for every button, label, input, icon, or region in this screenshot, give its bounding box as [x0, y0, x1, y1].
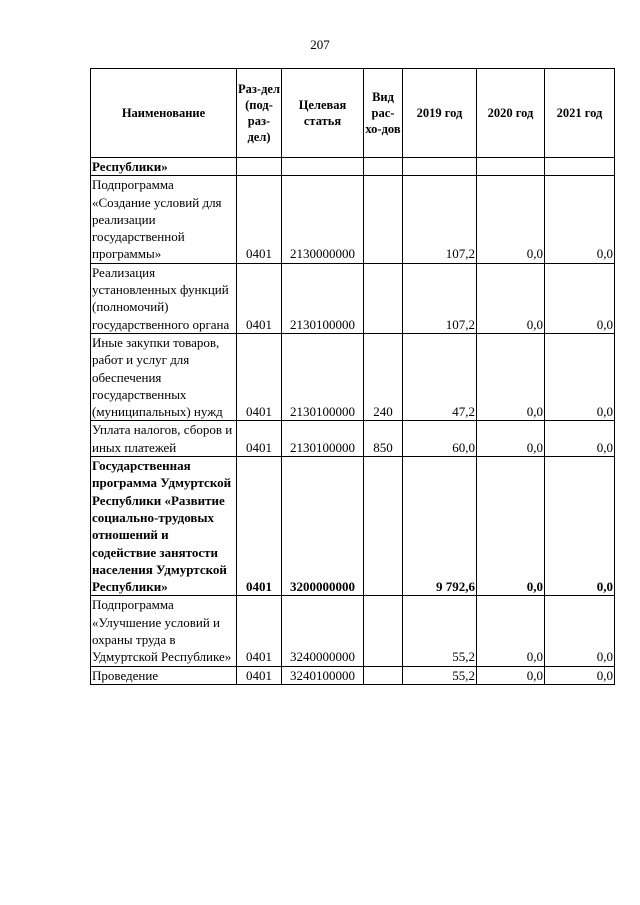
cell-y2020: 0,0 [477, 176, 545, 263]
cell-y2021: 0,0 [545, 176, 615, 263]
cell-razdel: 0401 [237, 176, 282, 263]
cell-name: Уплата налогов, сборов и иных платежей [91, 421, 237, 457]
cell-y2021: 0,0 [545, 263, 615, 333]
table-row [91, 176, 615, 263]
cell-y2021 [545, 158, 615, 176]
cell-razdel: 0401 [237, 263, 282, 333]
cell-name: Республики» [91, 158, 237, 176]
cell-name: Реализация установленных функций (полномочий) государственного органа [91, 263, 237, 333]
cell-y2019: 47,2 [403, 333, 477, 420]
cell-y2019 [403, 158, 477, 176]
header-2021: 2021 год [545, 69, 615, 158]
cell-y2020 [477, 158, 545, 176]
table-header-row [91, 69, 615, 158]
cell-y2019: 9 792,6 [403, 457, 477, 596]
header-2020: 2020 год [477, 69, 545, 158]
table-row [91, 263, 615, 333]
header-target: Целевая статья [282, 69, 364, 158]
cell-y2021: 0,0 [545, 333, 615, 420]
table-row [91, 596, 615, 666]
header-2019: 2019 год [403, 69, 477, 158]
cell-razdel [237, 158, 282, 176]
cell-vid [364, 666, 403, 684]
cell-name: Подпрограмма «Улучшение условий и охраны труда в Удмуртской Республике» [91, 596, 237, 666]
cell-vid [364, 596, 403, 666]
cell-y2021: 0,0 [545, 666, 615, 684]
cell-target [282, 158, 364, 176]
cell-razdel: 0401 [237, 596, 282, 666]
cell-y2021: 0,0 [545, 457, 615, 596]
cell-target: 3240100000 [282, 666, 364, 684]
cell-vid [364, 263, 403, 333]
cell-vid: 240 [364, 333, 403, 420]
cell-target: 2130100000 [282, 333, 364, 420]
cell-name: Государственная программа Удмуртской Республики «Развитие социально-трудовых отношений и содействие занятости населения Удмуртской Республики» [91, 457, 237, 596]
table-row [91, 666, 615, 684]
cell-target: 2130000000 [282, 176, 364, 263]
table-row [91, 333, 615, 420]
budget-table [90, 68, 615, 685]
cell-y2019: 107,2 [403, 263, 477, 333]
cell-name: Иные закупки товаров, работ и услуг для обеспечения государственных (муниципальных) нужд [91, 333, 237, 420]
cell-y2020: 0,0 [477, 596, 545, 666]
table-body [91, 158, 615, 685]
cell-name: Подпрограмма «Создание условий для реализации государственной программы» [91, 176, 237, 263]
header-name: Наименование [91, 69, 237, 158]
cell-target: 2130100000 [282, 263, 364, 333]
cell-razdel: 0401 [237, 333, 282, 420]
header-vid: Вид рас-хо-дов [364, 69, 403, 158]
table-row [91, 158, 615, 176]
cell-y2019: 55,2 [403, 666, 477, 684]
cell-target: 2130100000 [282, 421, 364, 457]
cell-target: 3200000000 [282, 457, 364, 596]
cell-y2020: 0,0 [477, 263, 545, 333]
table-row [91, 457, 615, 596]
cell-y2019: 107,2 [403, 176, 477, 263]
cell-vid [364, 457, 403, 596]
cell-y2020: 0,0 [477, 457, 545, 596]
cell-name: Проведение [91, 666, 237, 684]
cell-y2021: 0,0 [545, 421, 615, 457]
cell-y2020: 0,0 [477, 333, 545, 420]
cell-razdel: 0401 [237, 421, 282, 457]
cell-vid [364, 158, 403, 176]
cell-razdel: 0401 [237, 457, 282, 596]
cell-y2021: 0,0 [545, 596, 615, 666]
cell-y2020: 0,0 [477, 421, 545, 457]
header-razdel: Раз-дел (под-раз-дел) [237, 69, 282, 158]
table-row [91, 421, 615, 457]
cell-razdel: 0401 [237, 666, 282, 684]
cell-y2019: 55,2 [403, 596, 477, 666]
cell-y2020: 0,0 [477, 666, 545, 684]
cell-vid: 850 [364, 421, 403, 457]
cell-y2019: 60,0 [403, 421, 477, 457]
page-number: 207 [310, 37, 330, 52]
cell-target: 3240000000 [282, 596, 364, 666]
cell-vid [364, 176, 403, 263]
